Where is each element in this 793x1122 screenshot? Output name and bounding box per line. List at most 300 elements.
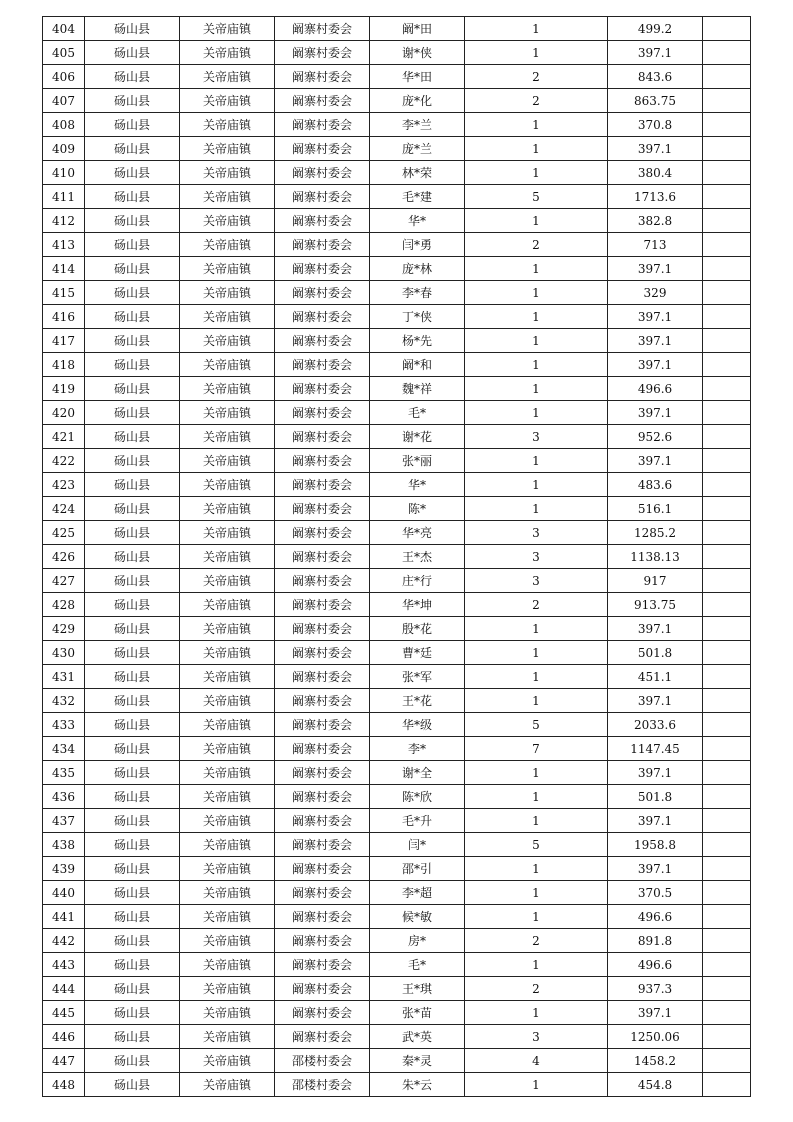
village-cell: 阚寨村委会: [275, 17, 370, 41]
amount-cell: 451.1: [608, 665, 703, 689]
household-size-cell: 1: [465, 809, 608, 833]
note-cell: [703, 785, 751, 809]
row-number-cell: 406: [43, 65, 85, 89]
row-number-cell: 440: [43, 881, 85, 905]
county-cell: 砀山县: [85, 329, 180, 353]
household-size-cell: 2: [465, 977, 608, 1001]
note-cell: [703, 89, 751, 113]
town-cell: 关帝庙镇: [180, 689, 275, 713]
name-cell: 李*超: [370, 881, 465, 905]
note-cell: [703, 281, 751, 305]
amount-cell: 397.1: [608, 1001, 703, 1025]
amount-cell: 1285.2: [608, 521, 703, 545]
note-cell: [703, 257, 751, 281]
note-cell: [703, 737, 751, 761]
household-size-cell: 1: [465, 905, 608, 929]
row-number-cell: 445: [43, 1001, 85, 1025]
note-cell: [703, 977, 751, 1001]
note-cell: [703, 1049, 751, 1073]
town-cell: 关帝庙镇: [180, 1073, 275, 1097]
table-row: [43, 401, 751, 425]
town-cell: 关帝庙镇: [180, 185, 275, 209]
note-cell: [703, 617, 751, 641]
county-cell: 砀山县: [85, 641, 180, 665]
town-cell: 关帝庙镇: [180, 233, 275, 257]
note-cell: [703, 401, 751, 425]
amount-cell: 952.6: [608, 425, 703, 449]
town-cell: 关帝庙镇: [180, 833, 275, 857]
county-cell: 砀山县: [85, 65, 180, 89]
row-number-cell: 447: [43, 1049, 85, 1073]
amount-cell: 913.75: [608, 593, 703, 617]
household-size-cell: 3: [465, 1025, 608, 1049]
county-cell: 砀山县: [85, 905, 180, 929]
note-cell: [703, 569, 751, 593]
household-size-cell: 1: [465, 305, 608, 329]
table-row: [43, 233, 751, 257]
name-cell: 李*兰: [370, 113, 465, 137]
name-cell: 华*田: [370, 65, 465, 89]
amount-cell: 891.8: [608, 929, 703, 953]
name-cell: 陈*: [370, 497, 465, 521]
county-cell: 砀山县: [85, 1025, 180, 1049]
name-cell: 华*: [370, 473, 465, 497]
town-cell: 关帝庙镇: [180, 401, 275, 425]
row-number-cell: 408: [43, 113, 85, 137]
village-cell: 阚寨村委会: [275, 377, 370, 401]
note-cell: [703, 593, 751, 617]
table-row: [43, 161, 751, 185]
name-cell: 候*敏: [370, 905, 465, 929]
table-row: [43, 689, 751, 713]
row-number-cell: 418: [43, 353, 85, 377]
amount-cell: 397.1: [608, 329, 703, 353]
county-cell: 砀山县: [85, 497, 180, 521]
name-cell: 李*春: [370, 281, 465, 305]
amount-cell: 397.1: [608, 41, 703, 65]
table-row: [43, 569, 751, 593]
county-cell: 砀山县: [85, 257, 180, 281]
village-cell: 阚寨村委会: [275, 161, 370, 185]
note-cell: [703, 233, 751, 257]
county-cell: 砀山县: [85, 857, 180, 881]
household-size-cell: 1: [465, 953, 608, 977]
name-cell: 华*坤: [370, 593, 465, 617]
name-cell: 张*丽: [370, 449, 465, 473]
town-cell: 关帝庙镇: [180, 569, 275, 593]
county-cell: 砀山县: [85, 161, 180, 185]
household-size-cell: 1: [465, 761, 608, 785]
county-cell: 砀山县: [85, 41, 180, 65]
name-cell: 毛*升: [370, 809, 465, 833]
household-size-cell: 3: [465, 569, 608, 593]
amount-cell: 1958.8: [608, 833, 703, 857]
county-cell: 砀山县: [85, 281, 180, 305]
town-cell: 关帝庙镇: [180, 353, 275, 377]
county-cell: 砀山县: [85, 977, 180, 1001]
county-cell: 砀山县: [85, 377, 180, 401]
town-cell: 关帝庙镇: [180, 305, 275, 329]
village-cell: 阚寨村委会: [275, 137, 370, 161]
county-cell: 砀山县: [85, 449, 180, 473]
table-row: [43, 521, 751, 545]
row-number-cell: 433: [43, 713, 85, 737]
row-number-cell: 436: [43, 785, 85, 809]
name-cell: 陈*欣: [370, 785, 465, 809]
household-size-cell: 5: [465, 185, 608, 209]
village-cell: 阚寨村委会: [275, 953, 370, 977]
amount-cell: 937.3: [608, 977, 703, 1001]
row-number-cell: 437: [43, 809, 85, 833]
note-cell: [703, 857, 751, 881]
amount-cell: 496.6: [608, 953, 703, 977]
county-cell: 砀山县: [85, 953, 180, 977]
household-size-cell: 1: [465, 1073, 608, 1097]
amount-cell: 397.1: [608, 257, 703, 281]
row-number-cell: 430: [43, 641, 85, 665]
note-cell: [703, 473, 751, 497]
table-row: [43, 617, 751, 641]
county-cell: 砀山县: [85, 209, 180, 233]
household-size-cell: 3: [465, 521, 608, 545]
note-cell: [703, 377, 751, 401]
table-row: [43, 305, 751, 329]
village-cell: 阚寨村委会: [275, 473, 370, 497]
village-cell: 阚寨村委会: [275, 665, 370, 689]
town-cell: 关帝庙镇: [180, 257, 275, 281]
town-cell: 关帝庙镇: [180, 1001, 275, 1025]
note-cell: [703, 17, 751, 41]
row-number-cell: 426: [43, 545, 85, 569]
table-row: [43, 953, 751, 977]
county-cell: 砀山县: [85, 1049, 180, 1073]
table-row: [43, 593, 751, 617]
name-cell: 毛*: [370, 401, 465, 425]
household-size-cell: 2: [465, 65, 608, 89]
village-cell: 阚寨村委会: [275, 89, 370, 113]
row-number-cell: 428: [43, 593, 85, 617]
town-cell: 关帝庙镇: [180, 1025, 275, 1049]
county-cell: 砀山县: [85, 473, 180, 497]
table-row: [43, 473, 751, 497]
table-row: [43, 1025, 751, 1049]
village-cell: 邵楼村委会: [275, 1049, 370, 1073]
county-cell: 砀山县: [85, 17, 180, 41]
household-size-cell: 1: [465, 881, 608, 905]
village-cell: 阚寨村委会: [275, 41, 370, 65]
table-row: [43, 1001, 751, 1025]
village-cell: 阚寨村委会: [275, 1001, 370, 1025]
row-number-cell: 416: [43, 305, 85, 329]
village-cell: 阚寨村委会: [275, 449, 370, 473]
amount-cell: 397.1: [608, 401, 703, 425]
household-size-cell: 1: [465, 377, 608, 401]
village-cell: 阚寨村委会: [275, 1025, 370, 1049]
village-cell: 阚寨村委会: [275, 209, 370, 233]
household-size-cell: 1: [465, 617, 608, 641]
amount-cell: 501.8: [608, 785, 703, 809]
town-cell: 关帝庙镇: [180, 713, 275, 737]
county-cell: 砀山县: [85, 89, 180, 113]
village-cell: 阚寨村委会: [275, 857, 370, 881]
name-cell: 邵*引: [370, 857, 465, 881]
household-size-cell: 1: [465, 1001, 608, 1025]
table-row: [43, 41, 751, 65]
row-number-cell: 429: [43, 617, 85, 641]
town-cell: 关帝庙镇: [180, 17, 275, 41]
amount-cell: 382.8: [608, 209, 703, 233]
row-number-cell: 415: [43, 281, 85, 305]
note-cell: [703, 545, 751, 569]
note-cell: [703, 809, 751, 833]
name-cell: 庄*行: [370, 569, 465, 593]
town-cell: 关帝庙镇: [180, 785, 275, 809]
town-cell: 关帝庙镇: [180, 881, 275, 905]
note-cell: [703, 713, 751, 737]
county-cell: 砀山县: [85, 425, 180, 449]
village-cell: 阚寨村委会: [275, 593, 370, 617]
village-cell: 阚寨村委会: [275, 761, 370, 785]
row-number-cell: 427: [43, 569, 85, 593]
note-cell: [703, 665, 751, 689]
household-size-cell: 1: [465, 473, 608, 497]
amount-cell: 370.5: [608, 881, 703, 905]
note-cell: [703, 305, 751, 329]
name-cell: 杨*先: [370, 329, 465, 353]
household-size-cell: 1: [465, 17, 608, 41]
village-cell: 阚寨村委会: [275, 185, 370, 209]
note-cell: [703, 449, 751, 473]
county-cell: 砀山县: [85, 1073, 180, 1097]
amount-cell: 496.6: [608, 905, 703, 929]
town-cell: 关帝庙镇: [180, 377, 275, 401]
note-cell: [703, 1073, 751, 1097]
household-size-cell: 3: [465, 425, 608, 449]
county-cell: 砀山县: [85, 833, 180, 857]
amount-cell: 863.75: [608, 89, 703, 113]
town-cell: 关帝庙镇: [180, 953, 275, 977]
county-cell: 砀山县: [85, 1001, 180, 1025]
row-number-cell: 432: [43, 689, 85, 713]
amount-cell: 397.1: [608, 137, 703, 161]
town-cell: 关帝庙镇: [180, 1049, 275, 1073]
amount-cell: 397.1: [608, 305, 703, 329]
household-size-cell: 1: [465, 449, 608, 473]
household-size-cell: 5: [465, 833, 608, 857]
household-size-cell: 4: [465, 1049, 608, 1073]
name-cell: 王*花: [370, 689, 465, 713]
name-cell: 丁*侠: [370, 305, 465, 329]
county-cell: 砀山县: [85, 113, 180, 137]
town-cell: 关帝庙镇: [180, 593, 275, 617]
note-cell: [703, 185, 751, 209]
household-size-cell: 1: [465, 329, 608, 353]
county-cell: 砀山县: [85, 737, 180, 761]
amount-cell: 843.6: [608, 65, 703, 89]
town-cell: 关帝庙镇: [180, 497, 275, 521]
village-cell: 阚寨村委会: [275, 713, 370, 737]
name-cell: 闫*: [370, 833, 465, 857]
row-number-cell: 422: [43, 449, 85, 473]
name-cell: 曹*廷: [370, 641, 465, 665]
note-cell: [703, 161, 751, 185]
table-row: [43, 929, 751, 953]
table-row: [43, 665, 751, 689]
amount-cell: 397.1: [608, 617, 703, 641]
household-size-cell: 1: [465, 353, 608, 377]
village-cell: 阚寨村委会: [275, 737, 370, 761]
town-cell: 关帝庙镇: [180, 665, 275, 689]
name-cell: 庞*化: [370, 89, 465, 113]
name-cell: 张*苗: [370, 1001, 465, 1025]
town-cell: 关帝庙镇: [180, 905, 275, 929]
village-cell: 阚寨村委会: [275, 521, 370, 545]
name-cell: 阚*和: [370, 353, 465, 377]
note-cell: [703, 41, 751, 65]
amount-cell: 1458.2: [608, 1049, 703, 1073]
town-cell: 关帝庙镇: [180, 977, 275, 1001]
note-cell: [703, 881, 751, 905]
name-cell: 华*亮: [370, 521, 465, 545]
town-cell: 关帝庙镇: [180, 137, 275, 161]
village-cell: 阚寨村委会: [275, 65, 370, 89]
row-number-cell: 444: [43, 977, 85, 1001]
village-cell: 阚寨村委会: [275, 401, 370, 425]
amount-cell: 516.1: [608, 497, 703, 521]
table-row: [43, 761, 751, 785]
note-cell: [703, 209, 751, 233]
town-cell: 关帝庙镇: [180, 425, 275, 449]
note-cell: [703, 953, 751, 977]
name-cell: 李*: [370, 737, 465, 761]
table-row: [43, 545, 751, 569]
table-row: [43, 113, 751, 137]
row-number-cell: 410: [43, 161, 85, 185]
note-cell: [703, 425, 751, 449]
county-cell: 砀山县: [85, 137, 180, 161]
name-cell: 房*: [370, 929, 465, 953]
row-number-cell: 423: [43, 473, 85, 497]
household-size-cell: 1: [465, 209, 608, 233]
name-cell: 朱*云: [370, 1073, 465, 1097]
household-size-cell: 1: [465, 137, 608, 161]
row-number-cell: 446: [43, 1025, 85, 1049]
amount-cell: 397.1: [608, 761, 703, 785]
name-cell: 谢*花: [370, 425, 465, 449]
name-cell: 庞*兰: [370, 137, 465, 161]
county-cell: 砀山县: [85, 185, 180, 209]
household-size-cell: 7: [465, 737, 608, 761]
amount-cell: 917: [608, 569, 703, 593]
amount-cell: 370.8: [608, 113, 703, 137]
town-cell: 关帝庙镇: [180, 449, 275, 473]
household-size-cell: 1: [465, 665, 608, 689]
table-row: [43, 377, 751, 401]
village-cell: 阚寨村委会: [275, 545, 370, 569]
town-cell: 关帝庙镇: [180, 113, 275, 137]
note-cell: [703, 113, 751, 137]
name-cell: 张*军: [370, 665, 465, 689]
row-number-cell: 424: [43, 497, 85, 521]
note-cell: [703, 521, 751, 545]
county-cell: 砀山县: [85, 401, 180, 425]
town-cell: 关帝庙镇: [180, 809, 275, 833]
town-cell: 关帝庙镇: [180, 161, 275, 185]
note-cell: [703, 137, 751, 161]
amount-cell: 329: [608, 281, 703, 305]
row-number-cell: 407: [43, 89, 85, 113]
name-cell: 阚*田: [370, 17, 465, 41]
county-cell: 砀山县: [85, 353, 180, 377]
row-number-cell: 438: [43, 833, 85, 857]
row-number-cell: 421: [43, 425, 85, 449]
amount-cell: 397.1: [608, 449, 703, 473]
table-row: [43, 785, 751, 809]
name-cell: 毛*: [370, 953, 465, 977]
amount-cell: 397.1: [608, 809, 703, 833]
town-cell: 关帝庙镇: [180, 89, 275, 113]
village-cell: 阚寨村委会: [275, 905, 370, 929]
town-cell: 关帝庙镇: [180, 929, 275, 953]
amount-cell: 499.2: [608, 17, 703, 41]
note-cell: [703, 353, 751, 377]
row-number-cell: 413: [43, 233, 85, 257]
village-cell: 阚寨村委会: [275, 281, 370, 305]
table-row: [43, 137, 751, 161]
amount-cell: 454.8: [608, 1073, 703, 1097]
town-cell: 关帝庙镇: [180, 617, 275, 641]
table-row: [43, 857, 751, 881]
table-row: [43, 185, 751, 209]
table-row: [43, 641, 751, 665]
name-cell: 魏*祥: [370, 377, 465, 401]
amount-cell: 1713.6: [608, 185, 703, 209]
village-cell: 阚寨村委会: [275, 689, 370, 713]
row-number-cell: 414: [43, 257, 85, 281]
name-cell: 王*杰: [370, 545, 465, 569]
household-size-cell: 1: [465, 113, 608, 137]
town-cell: 关帝庙镇: [180, 209, 275, 233]
household-size-cell: 2: [465, 89, 608, 113]
table-row: [43, 833, 751, 857]
name-cell: 王*琪: [370, 977, 465, 1001]
table-row: [43, 1073, 751, 1097]
village-cell: 阚寨村委会: [275, 881, 370, 905]
village-cell: 阚寨村委会: [275, 329, 370, 353]
note-cell: [703, 641, 751, 665]
row-number-cell: 442: [43, 929, 85, 953]
table-row: [43, 881, 751, 905]
name-cell: 毛*建: [370, 185, 465, 209]
name-cell: 谢*侠: [370, 41, 465, 65]
county-cell: 砀山县: [85, 665, 180, 689]
row-number-cell: 412: [43, 209, 85, 233]
row-number-cell: 434: [43, 737, 85, 761]
name-cell: 秦*灵: [370, 1049, 465, 1073]
table-row: [43, 257, 751, 281]
village-cell: 阚寨村委会: [275, 353, 370, 377]
row-number-cell: 404: [43, 17, 85, 41]
row-number-cell: 425: [43, 521, 85, 545]
table-row: [43, 89, 751, 113]
town-cell: 关帝庙镇: [180, 545, 275, 569]
town-cell: 关帝庙镇: [180, 761, 275, 785]
name-cell: 华*: [370, 209, 465, 233]
village-cell: 阚寨村委会: [275, 305, 370, 329]
county-cell: 砀山县: [85, 761, 180, 785]
county-cell: 砀山县: [85, 233, 180, 257]
row-number-cell: 409: [43, 137, 85, 161]
